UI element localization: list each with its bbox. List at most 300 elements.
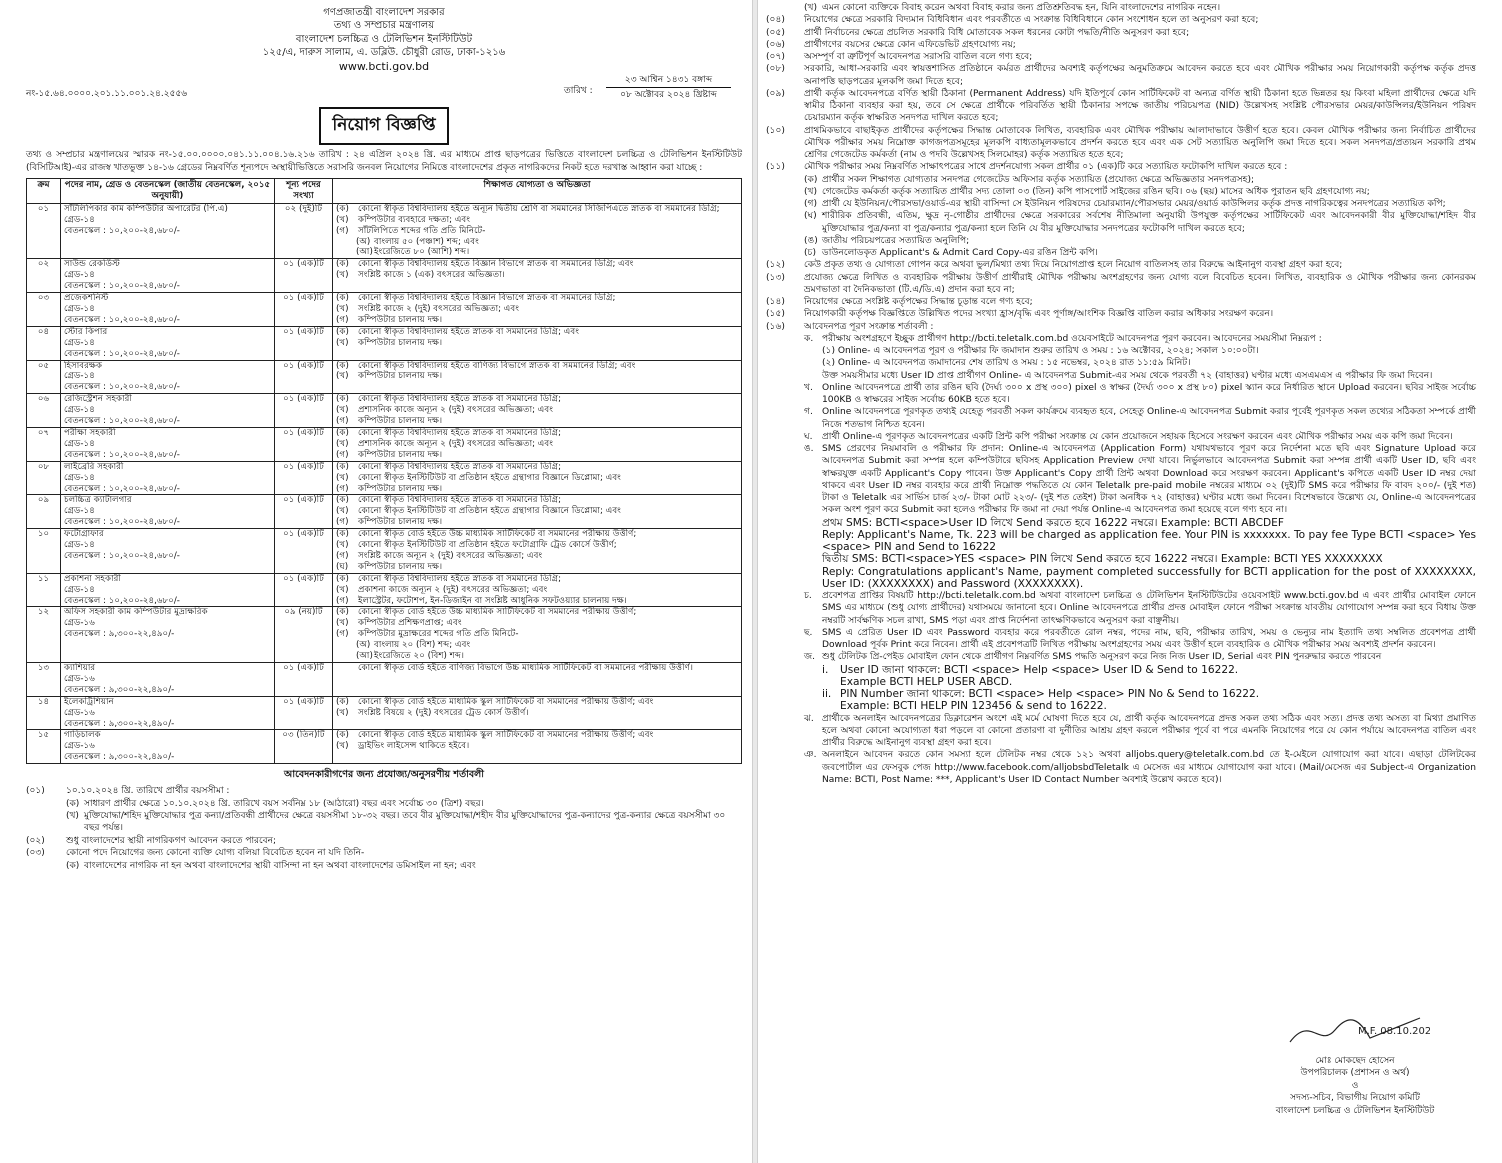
- qualification-item: [336, 562, 738, 573]
- qualification-list: [336, 327, 738, 349]
- qualification-item: [336, 607, 738, 618]
- qualification-marker: (ক): [336, 495, 349, 506]
- qualification-marker: (ক): [336, 461, 349, 472]
- post-qualification-cell: [333, 360, 742, 394]
- qualification-item: [336, 517, 738, 528]
- condition-item: [766, 517, 1476, 529]
- qualification-text: ইংরেজিতে ২০ (বিশ) শব্দ।: [374, 651, 464, 662]
- condition-item: [766, 566, 1476, 591]
- condition-number: (১৫): [766, 309, 785, 320]
- qualification-marker: (খ): [336, 540, 349, 551]
- qualification-marker: (ক): [336, 427, 349, 438]
- qualification-text: প্রকাশনা কাজে অন্যূন ২ (দুই) বৎসরের অভিজ্ঞতা; এবং: [358, 584, 548, 595]
- post-pay-scale: বেতনস্কেল : ১০,২০০-২৪,৬৮০/-: [64, 550, 180, 561]
- qualification-text: প্রশাসনিক কাজে অন্যূন ২ (দুই) বৎসরের অভিজ্ঞতা; এবং: [358, 405, 553, 416]
- qualification-item: [336, 361, 738, 372]
- qualification-text: সংশ্লিষ্ট কাজে ১ (এক) বৎসরের অভিজ্ঞতা।: [358, 270, 505, 281]
- qualification-item: [336, 585, 738, 596]
- post-pay-scale: বেতনস্কেল : ১০,২০০-২৪,৬৮০/-: [64, 225, 180, 236]
- post-name: চলচ্চিত্র ক্যাটালগার: [64, 495, 132, 506]
- post-name: প্রজেকশনিস্ট: [64, 293, 109, 304]
- qualification-list: [336, 293, 738, 326]
- condition-item: [766, 443, 1476, 517]
- post-grade: গ্রেড-১৪: [64, 584, 95, 595]
- qualification-item: [336, 327, 738, 338]
- condition-text: গেজেটেড কর্মকর্তা কর্তৃক সত্যায়িত প্রার্থীর সদ্য তোলা ০৩ (তিন) কপি পাসপোর্ট সাইজের রঙিন ছবি। ০৬ (ছয়) মাসের অধিক পুরাতন ছবি গ্রহণযোগ্য নয়;: [822, 186, 1370, 197]
- qualification-marker: (খ): [336, 304, 349, 314]
- condition-text: SMS প্রেরণের নিয়মাবলি ও পরীক্ষার ফি প্রদান: Online-এ আবেদনপত্র (Application Form) যথাযথভাবে পূরণ করে নির্দেশনা মতে ছবি এবং Signature Upload করে আবেদনপত্র Submit করা সম্পন্ন হলে কম্পিউটারে ছবিসহ Application Preview দেখা যাবে। নির্ভুলভাবে আবেদনপত্র Submit করা সম্পন্ন প্রার্থী একটি User ID, ছবি এবং স্বাক্ষরযুক্ত একটি Applicant's Copy পাবেন। উক্ত Applicant's Copy প্রার্থী প্রিন্ট অথবা Download করে সংরক্ষণ করবেন। Applicant's কপিতে একটি User ID নম্বর দেয়া থাকবে এবং User ID নম্বর ব্যবহার করে প্রার্থী নিম্নোক্ত পদ্ধতিতে যে কোন Teletalk pre-paid mobile নম্বরের মাধ্যমে ০২ (দুই)টি SMS করে পরীক্ষার ফি বাবদ ২০০/- (দুই শত) টাকা ও Teletalk এর সার্ভিস চার্জ ২৩/- টাকা মোট ২২৩/- (দুই শত তেইশ) টাকা অনধিক ৭২ (বাহাত্তর) ঘণ্টার মধ্যে জমা দিবেন। বিশেষভাবে উল্লেখ্য যে, Online-এ আবেদনপত্রের সকল অংশ পূরণ করে Submit করা হলেও পরীক্ষার ফি জমা না দেয়া পর্যন্ত Online-এ আবেদনপত্র জমা হয়েছে বলে গণ্য হবে না।: [822, 444, 1476, 516]
- qualification-item: [336, 506, 738, 517]
- qualification-text: ইলাস্ট্রেটর, ফটোশপ, ইন-ডিজাইন বা সংশ্লিষ্ট আধুনিক সফটওয়্যার চালনায় দক্ষ।: [358, 595, 627, 606]
- qualification-item: [336, 462, 738, 473]
- condition-item: [766, 651, 1476, 663]
- qualification-list: [336, 730, 738, 752]
- qualification-text: কোনো স্বীকৃত বোর্ড হইতে বাণিজ্য বিভাগে উচ্চ মাধ্যমিক সার্টিফিকেট বা সমমানের পরীক্ষায় উত্তীর্ণ।: [358, 663, 693, 673]
- qualification-text: সংশ্লিষ্ট বিষয়ে ২ (দুই) বৎসরের ট্রেড কোর্স উত্তীর্ণ।: [358, 707, 529, 718]
- condition-item: [766, 259, 1476, 271]
- condition-item: [766, 688, 1476, 700]
- condition-text: নিয়োগের ক্ষেত্রে সরকারি বিদ্যমান বিধিবিধান এবং পরবর্তীতে এ সংক্রান্ত বিধিবিধানে কোন সংশোধন হলে তা অনুসরণ করা হবে;: [804, 15, 1259, 26]
- post-grade: গ্রেড-১৪: [64, 371, 95, 382]
- qualification-item: [336, 204, 738, 215]
- qualification-text: কোনো স্বীকৃত ইনস্টিটিউট বা প্রতিষ্ঠান হইতে গ্রন্থাগার বিজ্ঞানে ডিপ্লোমা; এবং: [358, 472, 621, 483]
- condition-number: জ.: [804, 652, 816, 663]
- qualification-marker: (ক): [336, 360, 349, 371]
- qualification-text: কম্পিউটার চালনায় দক্ষ।: [358, 449, 443, 460]
- condition-item: [766, 2, 1476, 14]
- condition-number: (ক): [66, 798, 80, 809]
- qualification-item: [336, 651, 738, 662]
- post-vacancy-count: ০১ (এক)টি: [275, 495, 333, 529]
- condition-item: [766, 235, 1476, 247]
- qualification-item: [336, 259, 738, 270]
- qualification-marker: (গ): [336, 225, 349, 236]
- condition-text: প্রার্থী যে ইউনিয়ন/পৌরসভা/ওয়ার্ড-এর স্থায়ী বাসিন্দা সে ইউনিয়ন পরিষদের চেয়ারম্যান/পৌরসভার মেয়র/ওয়ার্ড কাউন্সিলর কর্তৃক প্রদত্ত নাগরিকত্বের সনদপত্রের সত্যায়িত কপি;: [822, 199, 1446, 209]
- condition-number: (১৪): [766, 297, 785, 307]
- condition-text: প্রার্থী নির্বাচনের ক্ষেত্রে প্রচলিত সরকারি বিধি মোতাবেক সকল ধরনের কোটা পদ্ধতি/নীতি অনুসরণ করা হবে;: [804, 27, 1190, 38]
- qualification-list: [336, 697, 738, 719]
- col-serial: ক্রম: [27, 179, 61, 204]
- signatory-name: মোঃ মোকছেদ হোসেন: [1315, 1055, 1395, 1066]
- post-vacancy-count: ০১ (এক)টি: [275, 293, 333, 327]
- qualification-text: কম্পিউটার চালনায় দক্ষ।: [358, 416, 443, 427]
- condition-number: (চ): [804, 248, 817, 258]
- post-pay-scale: বেতনস্কেল : ১০,২০০-২৪,৬৮০/-: [64, 483, 180, 494]
- qualification-marker: (গ): [336, 314, 349, 325]
- condition-item: [766, 296, 1476, 308]
- post-name: ইলেকট্রিশিয়ান: [64, 696, 114, 707]
- condition-text: জাতীয় পরিচয়পত্রের সত্যায়িত অনুলিপি;: [822, 235, 970, 246]
- signatory-role: সদস্য-সচিব, বিভাগীয় নিয়োগ কমিটি: [1290, 1093, 1420, 1103]
- qualification-text: কোনো স্বীকৃত ইনস্টিটিউট বা প্রতিষ্ঠান হইতে ফটোগ্রাফি ট্রেড কোর্সে উত্তীর্ণ;: [358, 540, 617, 551]
- qualification-text: কোনো স্বীকৃত বিশ্ববিদ্যালয় হইতে অন্যূন দ্বিতীয় শ্রেণি বা সমমানের সিজিপিএতে স্নাতক বা সমমানের ডিগ্রি;: [358, 203, 720, 214]
- condition-item: [766, 333, 1476, 345]
- qualification-item: [336, 450, 738, 461]
- condition-text: উক্ত সময়সীমার মধ্যে User ID প্রাপ্ত প্রার্থীগণ Online- এ আবেদনপত্র Submit-এর সময় থেকে পরবর্তী ৭২ (বাহাত্তর) ঘণ্টার মধ্যে এসএমএস এ পরীক্ষার ফি জমা দিবেন।: [822, 370, 1433, 381]
- condition-text: পরীক্ষায় অংশগ্রহণে ইচ্ছুক প্রার্থীগণ http://bcti.teletalk.com.bd ওয়েবসাইটে আবেদনপত্র পূরণ করবেন। আবেদনের সময়সীমা নিম্নরূপ :: [822, 333, 1322, 344]
- condition-text: Online আবেদনপত্রে পূরণকৃত তথ্যই যেহেতু পরবর্তী সকল কার্যক্রমে ব্যবহৃত হবে, সেহেতু Online-এ আবেদনপত্র Submit করার পূর্বেই পূরণকৃত সকল তথ্যের সঠিকতা সম্পর্কে প্রার্থী নিজে শতভাগ নিশ্চিত হবেন।: [822, 407, 1476, 430]
- condition-number: (০৫): [766, 27, 785, 38]
- condition-text: শারীরিক প্রতিবন্ধী, এতিম, ক্ষুদ্র নৃ-গোষ্ঠীর প্রার্থীদের ক্ষেত্রে সরকারের সর্বশেষ নীতিমালা অনুযায়ী উপযুক্ত কর্তৃপক্ষের সার্টিফিকেট এবং আবেদনকারী বীর মুক্তিযোদ্ধা/শহিদ বীর মুক্তিযোদ্ধার পুত্র/কন্যা বা পুত্র/কন্যার পুত্র/কন্যা হলে তিনি যে বীর মুক্তিযোদ্ধার সনদপত্রের ফটোকপি দাখিল করতে হবে;: [822, 211, 1476, 234]
- post-serial: ০২: [27, 259, 61, 293]
- condition-text: প্রার্থীকে অনলাইন আবেদনপত্রের ডিক্লারেশন অংশে এই মর্মে ঘোষণা দিতে হবে যে, প্রার্থী কর্তৃক আবেদনপত্রে প্রদত্ত সকল তথ্য সঠিক এবং সত্য। প্রদত্ত তথ্য অসত্য বা মিথ্যা প্রমাণিত হলে অথবা কোনো অযোগ্যতা ধরা পড়লে বা কোনো প্রতারণা বা দুর্নীতির আশ্রয় গ্রহণ করলে পরীক্ষার পূর্বে বা পরে এমনকি নিয়োগের পরে যে কোন পর্যায়ে আবেদনপত্র বাতিল এবং প্রার্থীর বিরুদ্ধে আইনানুগ ব্যবস্থা গ্রহণ করা হবে।: [822, 713, 1476, 748]
- table-row: [27, 696, 742, 730]
- post-qualification-cell: [333, 427, 742, 461]
- condition-number: (০৪): [766, 15, 785, 26]
- condition-item: [766, 125, 1476, 162]
- post-grade: গ্রেড-১৪: [64, 214, 95, 225]
- qualification-marker: (খ): [336, 472, 349, 483]
- qualification-list: [336, 529, 738, 573]
- condition-item: [766, 590, 1476, 627]
- condition-item: [26, 847, 742, 859]
- qualification-list: [336, 428, 738, 461]
- qualification-item: [336, 663, 738, 674]
- qualification-text: কম্পিউটার চালনায় দক্ষ।: [358, 337, 443, 348]
- table-header-row: [27, 179, 742, 204]
- condition-text: দ্বিতীয় SMS: BCTI<space>YES <space> PIN লিখে Send করতে হবে 16222 নম্বরে। Example: BCTI YES XXXXXXXX: [822, 553, 1383, 566]
- condition-text: প্রার্থী কর্তৃক আবেদনপত্রে বর্ণিত স্থায়ী ঠিকানা (Permanent Address) যদি ইতিপূর্বে কোন সার্টিফিকেট বা অন্যত্র বর্ণিত স্থায়ী ঠিকানা হতে ভিন্নতর হয় কিংবা মহিলা প্রার্থীদের ক্ষেত্রে যদি স্বামীর ঠিকানা ব্যবহার করা হয়, তবে সে ক্ষেত্রে প্রার্থীকে পরিবর্তিত স্থায়ী ঠিকানার সপক্ষে জাতীয় পরিচয়পত্র (NID) উল্লেখসহ সংশ্লিষ্ট পৌরসভার মেয়র/কাউন্সিলর/ইউনিয়ন পরিষদ চেয়ারম্যান কর্তৃক স্বাক্ষরিত সনদপত্র দাখিল করতে হবে;: [804, 88, 1476, 124]
- qualification-item: [336, 551, 738, 562]
- conditions-list-continued: [766, 2, 1476, 786]
- condition-text: প্রার্থীর সকল শিক্ষাগত যোগ্যতার সনদপত্র গেজেটেড অফিসার কর্তৃক সত্যায়িত (প্রযোজ্য ক্ষেত্রে অভিজ্ঞতার সনদপত্রসহ);: [822, 174, 1255, 185]
- condition-item: [766, 676, 1476, 688]
- govt-name: গণপ্রজাতন্ত্রী বাংলাদেশ সরকার: [323, 7, 445, 18]
- post-vacancy-count: ০১ (এক)টি: [275, 326, 333, 360]
- post-name: লাইব্রেরি সহকারী: [64, 461, 124, 472]
- condition-item: [766, 247, 1476, 259]
- condition-text: প্রার্থী Online-এ পূরণকৃত আবেদনপত্রের একটি প্রিন্ট কপি পরীক্ষা সংক্রান্ত যে কোন প্রয়োজনে সহায়ক হিসেবে সংরক্ষণ করবেন এবং মৌখিক পরীক্ষার সময় এক কপি জমা দিবেন।: [822, 431, 1453, 442]
- qualification-marker: (খ): [336, 438, 349, 449]
- table-row: [27, 203, 742, 259]
- post-name-cell: [61, 461, 275, 495]
- signatory-org: বাংলাদেশ চলচ্চিত্র ও টেলিভিশন ইনস্টিটিউট: [1275, 1105, 1435, 1116]
- qualification-item: [336, 640, 738, 651]
- qualification-marker: (খ): [336, 371, 349, 382]
- condition-text: সরকারি, আধা-সরকারি এবং স্বায়ত্তশাসিত প্রতিষ্ঠানে কর্মরত প্রার্থীদের অবশ্যই কর্তৃপক্ষের অনুমতিক্রমে আবেদন করতে হবে এবং মৌখিক পরীক্ষার সময় নিয়োগকারী কর্তৃপক্ষ কর্তৃক প্রদত্ত অনাপত্তি ছাড়পত্রের মূলকপি জমা দিতে হবে;: [804, 64, 1476, 87]
- condition-item: [26, 835, 742, 847]
- qualification-item: [336, 708, 738, 719]
- condition-text: ডাউনলোডকৃত Applicant's & Admit Card Copy-এর রঙিন প্রিন্ট কপি।: [822, 248, 1098, 258]
- condition-number: ছ.: [804, 627, 813, 638]
- post-serial: ০৬: [27, 394, 61, 428]
- post-serial: ০৮: [27, 461, 61, 495]
- post-name-cell: [61, 427, 275, 461]
- condition-number: (০৯): [766, 88, 785, 99]
- qualification-text: কোনো স্বীকৃত বোর্ড হইতে উচ্চ মাধ্যমিক সার্টিফিকেট বা সমমানের পরীক্ষায় উত্তীর্ণ;: [358, 529, 637, 540]
- condition-text: প্রযোজ্য ক্ষেত্রে লিখিত ও ব্যবহারিক পরীক্ষায় উত্তীর্ণ প্রার্থীরাই মৌখিক পরীক্ষায় অংশগ্রহণের জন্য যোগ্য বলে বিবেচিত হবেন। লিখিত, ব্যবহারিক ও মৌখিক পরীক্ষার জন্য কোনরকম ভ্রমণভাতা বা দৈনিকভাতা (টি.এ/ডি.এ) প্রদান করা হবে না;: [804, 272, 1476, 295]
- condition-item: [766, 700, 1476, 712]
- qualification-marker: (গ): [336, 416, 349, 427]
- condition-number: ঙ.: [804, 444, 814, 454]
- post-serial: ১১: [27, 573, 61, 607]
- post-name: অফিস সহকারী কাম কম্পিউটার মুদ্রাক্ষরিক: [64, 607, 208, 618]
- condition-text: প্রথম SMS: BCTI<space>User ID লিখে Send করতে হবে 16222 নম্বরে। Example: BCTI ABCDEF: [822, 516, 1284, 529]
- qualification-text: কোনো স্বীকৃত বিশ্ববিদ্যালয় হইতে স্নাতক বা সমমানের ডিগ্রি;: [358, 394, 562, 405]
- post-grade: গ্রেড-১৪: [64, 270, 95, 281]
- post-pay-scale: বেতনস্কেল : ১০,২০০-২৪,৬৮০/-: [64, 348, 180, 359]
- post-vacancy-count: ০৯ (নয়)টি: [275, 607, 333, 663]
- qualification-item: [336, 371, 738, 382]
- post-grade: গ্রেড-১৪: [64, 472, 95, 483]
- col-post-name: পদের নাম, গ্রেড ও বেতনস্কেল (জাতীয় বেতনস্কেল, ২০১৫ অনুযায়ী): [61, 179, 275, 204]
- condition-text: Example BCTI HELP USER ABCD.: [840, 675, 1013, 688]
- post-name-cell: [61, 607, 275, 663]
- condition-item: [766, 174, 1476, 186]
- post-qualification-cell: [333, 730, 742, 764]
- condition-item: [766, 63, 1476, 88]
- condition-text: প্রাথমিকভাবে বাছাইকৃত প্রার্থীদের কর্তৃপক্ষের সিদ্ধান্ত মোতাবেক লিখিত, ব্যবহারিক এবং মৌখিক পরীক্ষায় আলাদাভাবে উত্তীর্ণ হতে হবে। কেবল মৌখিক পরীক্ষার জন্য নির্বাচিত প্রার্থীদের মৌখিক পরীক্ষার সময় নিম্নোক্ত কাগজপত্রসমূহের মূলকপি বাধ্যতামূলকভাবে প্রদর্শন করতে হবে এবং এক সেট সত্যায়িত অনুলিপি জমা দিতে হবে। সকল সনদপত্র/প্রত্যয়ন সরকারি প্রথম শ্রেণির গেজেটেড কর্মকর্তা (নাম ও পদবি উল্লেখসহ সিলমোহর) কর্তৃক সত্যায়িত হতে হবে;: [804, 125, 1476, 160]
- qualification-marker: (ক): [336, 293, 349, 304]
- qualification-list: [336, 462, 738, 495]
- conditions-title: আবেদনকারীগণের জন্য প্রযোজ্য/অনুসরণীয় শর্তাবলী: [284, 769, 484, 781]
- condition-text: নিয়োগকারী কর্তৃপক্ষ বিজ্ঞপ্তিতে উল্লিখিত পদের সংখ্যা হ্রাস/বৃদ্ধি এবং পূর্ণাঙ্গ/আংশিক বিজ্ঞপ্তি বাতিল করার অধিকার সংরক্ষণ করেন।: [804, 309, 1274, 320]
- post-name-cell: [61, 394, 275, 428]
- qualification-marker: (ক): [336, 394, 349, 405]
- qualification-item: [336, 741, 738, 752]
- post-qualification-cell: [333, 495, 742, 529]
- condition-number: (০৮): [766, 64, 785, 75]
- post-grade: গ্রেড-১৪: [64, 304, 95, 314]
- condition-number: ঘ.: [804, 431, 813, 442]
- qualification-list: [336, 361, 738, 383]
- post-name-cell: [61, 529, 275, 574]
- post-serial: ১০: [27, 529, 61, 574]
- post-serial: ০৭: [27, 427, 61, 461]
- condition-text: সাধারণ প্রার্থীর ক্ষেত্রে ১০.১০.২০২৪ খ্রি. তারিখে বয়স সর্বনিম্ন ১৮ (আঠারো) বছর এবং সর্বোচ্চ ৩০ (ত্রিশ) বছর।: [84, 798, 484, 809]
- table-row: [27, 461, 742, 495]
- signatory-designation: উপপরিচালক (প্রশাসন ও অর্থ): [1300, 1068, 1410, 1078]
- notice-title: নিয়োগ বিজ্ঞপ্তি: [319, 107, 449, 145]
- condition-text: User ID জানা থাকলে: BCTI <space> Help <space> User ID & Send to 16222.: [840, 663, 1239, 676]
- condition-item: [766, 431, 1476, 443]
- condition-text: কোনো পদে নিয়োগের জন্য কোনো ব্যক্তি যোগ্য বলিয়া বিবেচিত হবেন না যদি তিনি-: [66, 848, 365, 859]
- table-row: [27, 529, 742, 574]
- condition-item: [766, 210, 1476, 235]
- condition-text: প্রবেশপত্র প্রাপ্তির বিষয়টি http://bcti.teletalk.com.bd অথবা বাংলাদেশ চলচ্চিত্র ও টেলিভিশন ইনস্টিটিউটের ওয়েবসাইট www.bcti.gov.bd এ এবং প্রার্থীর মোবাইল ফোনে SMS এর মাধ্যমে (শুধু যোগ্য প্রার্থীদের) যথাসময়ে জানানো হবে। Online আবেদনপত্রে প্রার্থীর প্রদত্ত মোবাইল ফোনে পরীক্ষা সংক্রান্ত যাবতীয় যোগাযোগ সম্পন্ন করা হবে বিধায় উক্ত নম্বরটি সার্বক্ষণিক সচল রাখা, SMS পড়া এবং প্রাপ্ত নির্দেশনা তাৎক্ষণিকভাবে অনুসরণ করা বাঞ্ছনীয়।: [822, 591, 1476, 626]
- post-serial: ১৩: [27, 663, 61, 697]
- condition-text: PIN Number জানা থাকলে: BCTI <space> Help <space> PIN No & Send to 16222.: [840, 688, 1260, 700]
- condition-number: (০১): [26, 786, 45, 797]
- post-grade: গ্রেড-১৪: [64, 506, 95, 517]
- condition-number: (১২): [766, 260, 785, 271]
- qualification-list: [336, 607, 738, 662]
- memo-row: [26, 73, 742, 107]
- post-vacancy-count: ০৩ (তিন)টি: [275, 730, 333, 764]
- date-block: [606, 73, 731, 102]
- qualification-item: [336, 405, 738, 416]
- institute-name: বাংলাদেশ চলচ্চিত্র ও টেলিভিশন ইনস্টিটিউট: [295, 33, 473, 45]
- condition-number: (ঙ): [804, 235, 818, 246]
- qualification-text: কোনো স্বীকৃত বোর্ড হইতে মাধ্যমিক স্কুল সার্টিফিকেট বা সমমানের পরীক্ষায় উত্তীর্ণ; এবং: [358, 696, 654, 707]
- qualification-marker: (গ): [336, 550, 349, 561]
- institute-website: www.bcti.gov.bd: [338, 59, 430, 73]
- post-name: সাঁটলিপিকার কাম কম্পিউটার অপারেটর (পি.এ): [64, 203, 228, 214]
- table-row: [27, 326, 742, 360]
- institute-address: ১২৫/এ, দারুস সালাম, এ. ডব্লিউ. চৌধুরী রোড, ঢাকা-১২১৬: [262, 47, 506, 59]
- intro-paragraph: তথ্য ও সম্প্রচার মন্ত্রণালয়ের স্মারক নং-১৫.০০.০০০০.০৪১.১১.০০৪.১৬.২১৬ তারিখ : ২৪ এপ্রিল ২০২৪ খ্রি. এর মাধ্যমে প্রাপ্ত ছাড়পত্রের ভিত্তিতে বাংলাদেশ চলচ্চিত্র ও টেলিভিশন ইনস্টিটিউট (বিসিটিআই)-এর রাজস্ব খাতভুক্ত ১৪-১৬ গ্রেডের নিম্নবর্ণিত শূন্যপদে অস্থায়ীভিত্তিতে সরাসরি জনবল নিয়োগের নিমিত্তে বাংলাদেশের প্রকৃত নাগরিকদের নিকট হতে দরখাস্ত আহ্বান করা যাচ্ছে :: [26, 150, 742, 173]
- condition-number: চ.: [804, 591, 812, 601]
- condition-text: মুক্তিযোদ্ধা/শহিদ মুক্তিযোদ্ধার পুত্র কন্যা/প্রতিবন্ধী প্রার্থীদের ক্ষেত্রে বয়সসীমা ১৮-৩২ বছর। তবে বীর মুক্তিযোদ্ধা/শহীদ বীর মুক্তিযোদ্ধাদের পুত্র-কন্যাদের পুত্র-কন্যার ক্ষেত্রে বয়সসীমা ৩০ বছর পর্যন্ত।: [84, 810, 726, 834]
- post-pay-scale: বেতনস্কেল : ৯,৩০০-২২,৪৯০/-: [64, 718, 175, 729]
- post-vacancy-count: ০১ (এক)টি: [275, 427, 333, 461]
- condition-number: গ.: [804, 407, 813, 418]
- condition-text: আবেদনপত্র পূরণ সংক্রান্ত শর্তাবলী :: [804, 321, 934, 332]
- qualification-text: সাঁটলিপিতে শব্দের গতি প্রতি মিনিটে-: [358, 225, 486, 236]
- qualification-item: [336, 394, 738, 405]
- post-name: রেজিস্ট্রেশন সহকারী: [64, 394, 132, 405]
- condition-text: প্রার্থীগণের বয়সের ক্ষেত্রে কোন এফিডেভিট গ্রহণযোগ্য নয়;: [804, 39, 1016, 50]
- post-pay-scale: বেতনস্কেল : ১০,২০০-২৪,৬৮০/-: [64, 281, 180, 292]
- post-name-cell: [61, 326, 275, 360]
- post-serial: ০৪: [27, 326, 61, 360]
- qualification-text: কম্পিউটার চালনায় দক্ষ।: [358, 483, 443, 494]
- qualification-item: [336, 697, 738, 708]
- post-name: হিসাবরক্ষক: [64, 360, 103, 371]
- post-name: ক্যাশিয়ার: [64, 663, 96, 673]
- qualification-item: [336, 237, 738, 248]
- qualification-marker: (খ): [336, 618, 349, 629]
- signature-text: M.F. 08.10.2024: [1358, 1026, 1430, 1037]
- qualification-marker: (খ): [336, 270, 349, 281]
- table-row: [27, 663, 742, 697]
- qualification-marker: (আ): [356, 651, 373, 662]
- condition-item: [766, 272, 1476, 297]
- signature-block: [1230, 1010, 1480, 1117]
- condition-item: [766, 161, 1476, 173]
- qualification-marker: (গ): [336, 517, 349, 528]
- qualification-item: [336, 428, 738, 439]
- qualification-item: [336, 540, 738, 551]
- qualification-marker: (ঘ): [336, 561, 349, 572]
- condition-number: খ.: [804, 382, 813, 393]
- condition-text: বাংলাদেশের নাগরিক না হন অথবা বাংলাদেশের স্থায়ী বাসিন্দা না হন অথবা বাংলাদেশের ডমিসাইল না হন; এবং: [84, 860, 476, 871]
- post-vacancy-count: ০১ (এক)টি: [275, 394, 333, 428]
- qualification-text: কম্পিউটার চালনায় দক্ষ।: [358, 371, 443, 382]
- qualification-list: [336, 663, 738, 674]
- qualification-text: কোনো স্বীকৃত ইনস্টিটিউট বা প্রতিষ্ঠান হইতে গ্রন্থাগার বিজ্ঞানে ডিপ্লোমা; এবং: [358, 506, 621, 517]
- qualification-marker: (গ): [336, 449, 349, 460]
- condition-number: (০২): [26, 835, 45, 846]
- post-grade: গ্রেড-১৬: [64, 673, 95, 684]
- qualification-list: [336, 574, 738, 607]
- post-qualification-cell: [333, 696, 742, 730]
- qualification-list: [336, 394, 738, 427]
- condition-item: [766, 198, 1476, 210]
- condition-number: (০৩): [26, 848, 45, 859]
- table-row: [27, 495, 742, 529]
- qualification-marker: (খ): [336, 707, 349, 718]
- post-pay-scale: বেতনস্কেল : ১০,২০০-২৪,৬৮০/-: [64, 314, 180, 325]
- condition-item: [766, 664, 1476, 676]
- qualification-marker: (গ): [336, 483, 349, 494]
- post-pay-scale: বেতনস্কেল : ৯,৩০০-২২,৪৯০/-: [64, 752, 175, 763]
- post-name-cell: [61, 663, 275, 697]
- qualification-text: কোনো স্বীকৃত বিশ্ববিদ্যালয় হইতে স্নাতক বা সমমানের ডিগ্রি;: [358, 573, 562, 584]
- post-grade: গ্রেড-১৪: [64, 405, 95, 416]
- condition-item: [766, 529, 1476, 554]
- qualification-text: কোনো স্বীকৃত বোর্ড হইতে উচ্চ মাধ্যমিক সার্টিফিকেট বা সমমানের পরীক্ষায় উত্তীর্ণ;: [358, 607, 637, 618]
- qualification-item: [336, 304, 738, 315]
- post-qualification-cell: [333, 529, 742, 574]
- condition-number: ক.: [804, 333, 814, 344]
- post-vacancy-count: ০১ (এক)টি: [275, 461, 333, 495]
- post-qualification-cell: [333, 394, 742, 428]
- post-grade: গ্রেড-১৪: [64, 337, 95, 348]
- table-row: [27, 607, 742, 663]
- post-vacancy-count: ০১ (এক)টি: [275, 259, 333, 293]
- condition-item: [766, 321, 1476, 333]
- condition-number: (০৭): [766, 52, 785, 62]
- post-qualification-cell: [333, 461, 742, 495]
- post-vacancy-count: ০২ (দুই)টি: [275, 203, 333, 259]
- condition-text: এমন কোনো ব্যক্তিকে বিবাহ করেন অথবা বিবাহ করার জন্য প্রতিশ্রুতিবদ্ধ হন, যিনি বাংলাদেশের নাগরিক নহেন।: [822, 3, 1221, 13]
- condition-text: Reply: Congratulations applicant's Name, payment completed successfully for BCTI application for the post of XXXXXXXX, User ID: (XXXXXXXX) and Password (XXXXXXXX).: [822, 565, 1476, 590]
- condition-text: ১০.১০.২০২৪ খ্রি. তারিখে প্রার্থীর বয়সসীমা :: [66, 786, 230, 797]
- condition-item: [766, 749, 1476, 786]
- condition-text: Example: BCTI HELP PIN 123456 & send to 16222.: [840, 700, 1107, 713]
- condition-text: Online আবেদনপত্রে প্রার্থী তার রঙিন ছবি (দৈর্ঘ্য ৩০০ x প্রস্থ ৩০০) pixel ও স্বাক্ষর (দৈর্ঘ্য ৩০০ x প্রস্থ ৮০) pixel স্ক্যান করে নির্ধারিত স্থানে Upload করবেন। ছবির সাইজ সর্বোচ্চ 100KB ও স্বাক্ষরের সাইজ সর্বোচ্চ 60KB হতে হবে।: [822, 382, 1476, 405]
- condition-item: [766, 308, 1476, 320]
- post-pay-scale: বেতনস্কেল : ৯,৩০০-২২,৪৯০/-: [64, 629, 175, 640]
- condition-item: [766, 713, 1476, 750]
- condition-item: [766, 27, 1476, 39]
- table-row: [27, 360, 742, 394]
- qualification-marker: (খ): [336, 506, 349, 517]
- condition-text: (২) Online- এ আবেদনপত্র জমাদানের শেষ তারিখ ও সময় : ১৫ নভেম্বর, ২০২৪ রাত ১১:৫৯ মিনিট।: [822, 358, 1191, 369]
- post-grade: গ্রেড-১৪: [64, 438, 95, 449]
- posts-table-body: [27, 203, 742, 763]
- post-pay-scale: বেতনস্কেল : ৯,৩০০-২২,৪৯০/-: [64, 684, 175, 695]
- qualification-marker: (খ): [336, 741, 349, 752]
- condition-text: Reply: Applicant's Name, Tk. 223 will be charged as application fee. Your PIN is xxxxxxx. To pay fee Type BCTI <space> Yes <space> PIN and Send to 16222: [822, 528, 1476, 553]
- post-name-cell: [61, 203, 275, 259]
- condition-text: কেউ প্রকৃত তথ্য ও যোগ্যতা গোপন করে অথবা ভুল/মিথ্যা তথ্য দিয়ে নিয়োগপ্রাপ্ত হলে নিয়োগ বাতিলসহ তার বিরুদ্ধে আইনানুগ ব্যবস্থা গ্রহণ করা হবে;: [804, 260, 1343, 271]
- condition-number: (ক): [66, 860, 80, 871]
- qualification-item: [336, 529, 738, 540]
- qualification-item: [336, 629, 738, 640]
- qualification-item: [336, 270, 738, 281]
- qualification-item: [336, 473, 738, 484]
- post-name-cell: [61, 730, 275, 764]
- qualification-text: সংশ্লিষ্ট কাজে ২ (দুই) বৎসরের অভিজ্ঞতা; এবং: [358, 304, 519, 314]
- condition-number: (খ): [66, 810, 79, 821]
- qualification-text: কম্পিউটার মুদ্রাক্ষরের শব্দের গতি প্রতি মিনিটে-: [358, 629, 519, 640]
- ministry-name: তথ্য ও সম্প্রচার মন্ত্রণালয়: [333, 20, 435, 32]
- qualification-item: [336, 730, 738, 741]
- post-name-cell: [61, 495, 275, 529]
- conditions-list: [26, 785, 742, 872]
- condition-number: (ঘ): [804, 211, 817, 222]
- condition-number: (১১): [766, 162, 785, 173]
- qualification-item: [336, 215, 738, 226]
- condition-item: [766, 382, 1476, 407]
- post-name-cell: [61, 573, 275, 607]
- post-qualification-cell: [333, 259, 742, 293]
- condition-text: নিয়োগের ক্ষেত্রে সংশ্লিষ্ট কর্তৃপক্ষের সিদ্ধান্ত চূড়ান্ত বলে গণ্য হবে;: [804, 297, 1033, 307]
- post-serial: ১৪: [27, 696, 61, 730]
- condition-number: (১৬): [766, 321, 785, 332]
- post-qualification-cell: [333, 607, 742, 663]
- condition-number: (ক): [804, 174, 818, 185]
- date-bangla: ২৩ আশ্বিন ১৪৩১ বঙ্গাব্দ: [606, 73, 731, 88]
- post-serial: ০৩: [27, 293, 61, 327]
- condition-item: [766, 345, 1476, 357]
- qualification-marker: (ক): [336, 696, 349, 707]
- qualification-text: কোনো স্বীকৃত বিশ্ববিদ্যালয় হইতে স্নাতক বা সমমানের ডিগ্রি;: [358, 495, 562, 506]
- qualification-marker: (গ): [336, 595, 349, 606]
- qualification-text: কোনো স্বীকৃত বিশ্ববিদ্যালয় হইতে বিজ্ঞান বিভাগে স্নাতক বা সমমানের ডিগ্রি;: [358, 293, 616, 304]
